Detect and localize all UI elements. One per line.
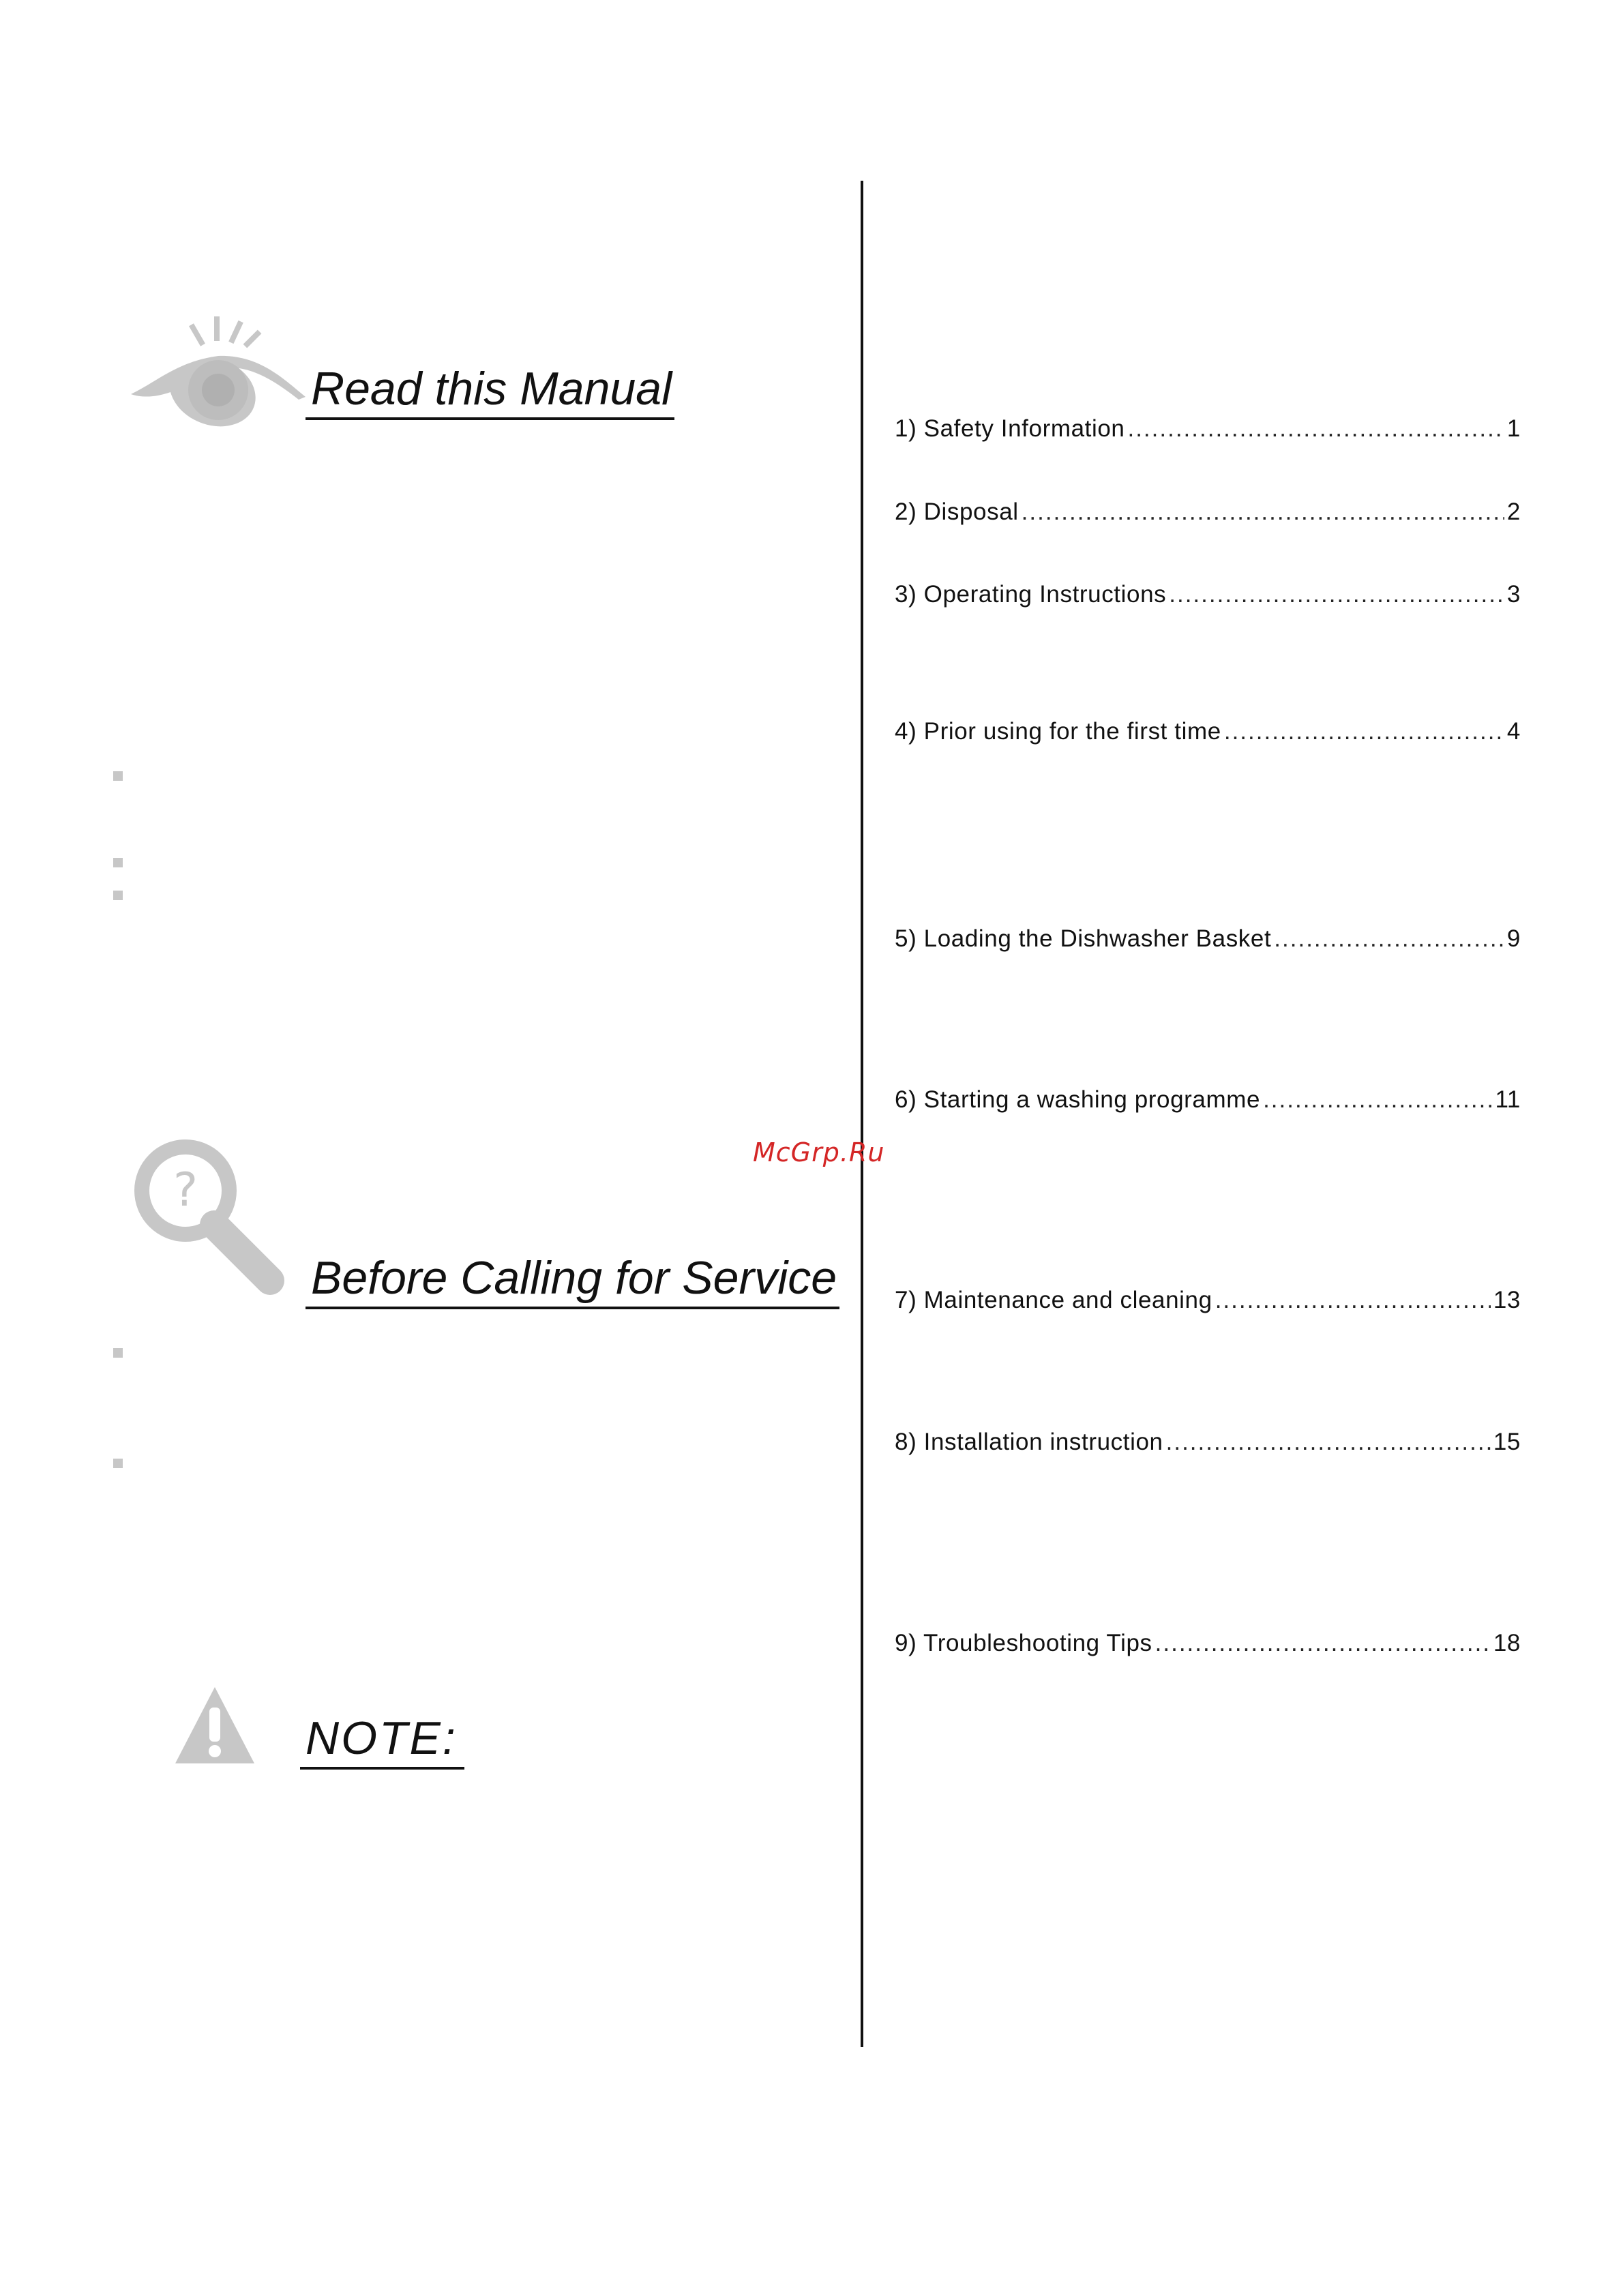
toc-label: 5) Loading the Dishwasher Basket bbox=[895, 925, 1272, 952]
toc-leader bbox=[1127, 415, 1504, 443]
magnifier-question-icon bbox=[134, 1137, 291, 1308]
toc-label: 8) Installation instruction bbox=[895, 1429, 1163, 1455]
toc-label: 7) Maintenance and cleaning bbox=[895, 1287, 1212, 1313]
column-divider bbox=[861, 181, 863, 2047]
toc-item-maintenance-cleaning[interactable] bbox=[895, 1286, 1521, 1315]
toc-item-installation-instruction[interactable] bbox=[895, 1428, 1521, 1457]
toc-leader bbox=[1169, 580, 1504, 609]
toc-leader bbox=[1215, 1286, 1491, 1315]
warning-triangle-icon bbox=[174, 1684, 256, 1766]
bullet-marker bbox=[113, 771, 123, 781]
toc-label: 6) Starting a washing programme bbox=[895, 1086, 1261, 1113]
toc-page: 15 bbox=[1493, 1429, 1521, 1455]
toc-leader bbox=[1166, 1428, 1491, 1457]
toc-item-operating-instructions[interactable] bbox=[895, 580, 1521, 609]
toc-page: 4 bbox=[1506, 718, 1521, 745]
toc-leader bbox=[1224, 717, 1504, 746]
toc-leader bbox=[1155, 1629, 1491, 1658]
toc-page: 1 bbox=[1506, 415, 1521, 442]
note-heading: NOTE: bbox=[300, 1715, 464, 1770]
toc-leader bbox=[1263, 1086, 1492, 1114]
toc-item-disposal[interactable] bbox=[895, 498, 1521, 526]
bullet-marker bbox=[113, 891, 123, 900]
svg-text:?: ? bbox=[173, 1163, 198, 1217]
eye-icon bbox=[130, 314, 307, 430]
toc-label: 1) Safety Information bbox=[895, 415, 1125, 442]
toc-leader bbox=[1022, 498, 1504, 526]
toc-page: 11 bbox=[1495, 1086, 1521, 1113]
read-manual-heading: Read this Manual bbox=[306, 366, 674, 420]
toc-item-loading-basket[interactable] bbox=[895, 925, 1521, 953]
before-service-heading: Before Calling for Service bbox=[306, 1255, 839, 1309]
bullet-marker bbox=[113, 1459, 123, 1468]
toc-page: 18 bbox=[1493, 1630, 1521, 1656]
toc-page: 2 bbox=[1506, 498, 1521, 525]
toc-label: 3) Operating Instructions bbox=[895, 581, 1167, 608]
toc-leader bbox=[1274, 925, 1504, 953]
toc-item-safety-information[interactable] bbox=[895, 415, 1521, 443]
bullet-marker bbox=[113, 1348, 123, 1358]
toc-label: 9) Troubleshooting Tips bbox=[895, 1630, 1152, 1656]
toc-item-troubleshooting-tips[interactable] bbox=[895, 1629, 1521, 1658]
toc-page: 3 bbox=[1506, 581, 1521, 608]
toc-item-starting-programme[interactable] bbox=[895, 1086, 1521, 1114]
bullet-marker bbox=[113, 858, 123, 867]
toc-page: 13 bbox=[1493, 1287, 1521, 1313]
toc-label: 2) Disposal bbox=[895, 498, 1019, 525]
toc-page: 9 bbox=[1506, 925, 1521, 952]
toc-item-prior-using[interactable] bbox=[895, 717, 1521, 746]
toc-label: 4) Prior using for the first time bbox=[895, 718, 1221, 745]
watermark: McGrp.Ru bbox=[753, 1137, 885, 1167]
